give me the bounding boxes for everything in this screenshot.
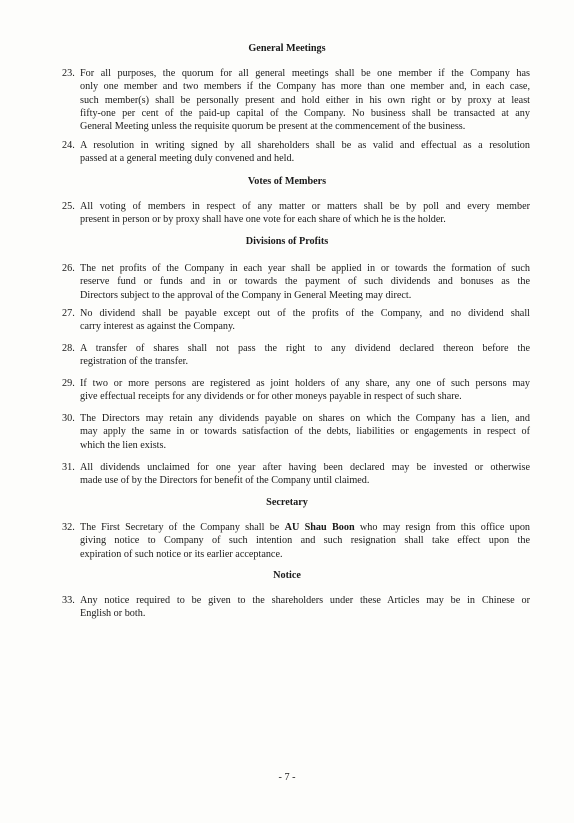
clause-text <box>80 307 530 334</box>
clause-number: 26. <box>62 263 75 274</box>
clause-line: fifty-one per cent of the paid-up capital of the Company. No business shall be transacted at any <box>80 107 530 119</box>
clause-line: carry interest as against the Company. <box>80 321 235 333</box>
clause-line: such member(s) shall be personally present and hold either in his own right or by proxy at least <box>80 94 530 106</box>
clause-line: expiration of such notice or its earlier acceptance. <box>80 548 283 560</box>
clause-line: The net profits of the Company in each year shall be applied in or towards the formation of such <box>80 263 530 274</box>
clause-line: give effectual receipts for any dividends or for other moneys payable in respect of such share. <box>80 391 462 403</box>
heading-secretary: Secretary <box>266 497 308 508</box>
secretary-name: AU Shau Boon <box>284 522 355 533</box>
clause-text <box>80 139 530 166</box>
clause-text <box>80 377 530 404</box>
clause-line: A resolution in writing signed by all shareholders shall be as valid and effectual as a resolution <box>80 140 530 151</box>
clause-number: 32. <box>62 522 75 533</box>
page-number: - 7 - <box>278 772 296 783</box>
clause-text <box>80 342 530 369</box>
heading-general-meetings: General Meetings <box>248 43 326 54</box>
clause-number: 24. <box>62 140 75 151</box>
clause-text <box>80 521 530 561</box>
clause-line: which the lien exists. <box>80 439 167 451</box>
clause-line: If two or more persons are registered as joint holders of any share, any one of such persons may <box>80 378 530 389</box>
clause-number: 30. <box>62 413 75 424</box>
clause-line: Directors subject to the approval of the Company in General Meeting may direct. <box>80 289 412 301</box>
clause-text <box>80 67 530 133</box>
clause-text <box>80 200 530 227</box>
clause-text <box>80 594 530 621</box>
clause-text <box>80 461 530 488</box>
clause-number: 25. <box>62 201 75 212</box>
clause-number: 29. <box>62 378 75 389</box>
heading-votes-of-members: Votes of Members <box>247 176 327 187</box>
clause-line: present in person or by proxy shall have one vote for each share of which he is the holder. <box>80 214 446 226</box>
clause-line: A transfer of shares shall not pass the right to any dividend declared thereon before the <box>80 343 530 354</box>
clause-line: registration of the transfer. <box>80 356 189 368</box>
clause-number: 28. <box>62 343 75 354</box>
clause-text <box>80 262 530 302</box>
heading-divisions-of-profits: Divisions of Profits <box>245 236 329 247</box>
clause-line: For all purposes, the quorum for all general meetings shall be one member if the Company has <box>80 68 530 79</box>
clause-text <box>80 412 530 452</box>
clause-number: 23. <box>62 68 75 79</box>
clause-line: No dividend shall be payable except out of the profits of the Company, and no dividend shall <box>80 308 530 319</box>
clause-number: 31. <box>62 462 75 473</box>
clause-line: General Meeting unless the requisite quorum be present at the commencement of the business. <box>80 121 466 133</box>
clause-line: The Directors may retain any dividends payable on shares on which the Company has a lien, and <box>80 413 530 424</box>
clause-number: 27. <box>62 308 75 319</box>
clause-line: made use of by the Directors for benefit of the Company until claimed. <box>80 475 370 487</box>
clause-line: only one member and two members if the Company has more than one member and, in each case, <box>80 81 530 93</box>
clause-line <box>80 521 530 534</box>
clause-line: Any notice required to be given to the shareholders under these Articles may be in Chinese or <box>80 595 530 606</box>
clause-text-segment: who may resign from this office upon <box>354 522 531 533</box>
clause-number: 33. <box>62 595 75 606</box>
heading-notice: Notice <box>273 570 301 581</box>
clause-line: All voting of members in respect of any matter or matters shall be by poll and every member <box>80 201 530 212</box>
clause-line: passed at a general meeting duly convened and held. <box>80 153 295 165</box>
clause-text-segment: The First Secretary of the Company shall be <box>80 522 285 533</box>
clause-line: English or both. <box>80 608 146 620</box>
clause-line: All dividends unclaimed for one year after having been declared may be invested or otherwise <box>80 462 530 473</box>
clause-line: giving notice to Company of such intention and such resignation shall take effect upon the <box>80 535 530 547</box>
clause-line: reserve fund or funds and in or towards the payment of such dividends and bonuses as the <box>80 276 530 288</box>
clause-line: may apply the same in or towards satisfaction of the debts, liabilities or engagements in respect of <box>80 426 530 438</box>
